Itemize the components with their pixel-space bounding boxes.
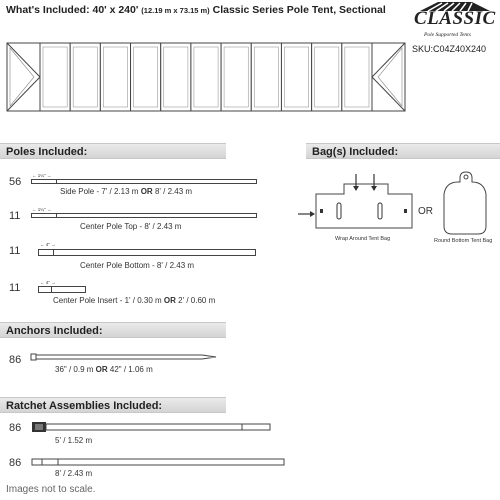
anchor-qty: 86 — [9, 354, 22, 366]
footer-note: Images not to scale. — [6, 484, 96, 495]
center-pole-insert-end — [38, 286, 52, 293]
ratchet-5ft-qty: 86 — [9, 422, 22, 434]
ratchet-8ft-label: 8' / 2.43 m — [55, 469, 93, 478]
anchors-section-header: Anchors Included: — [0, 322, 226, 338]
center-pole-bottom-label: Center Pole Bottom - 8' / 2.43 m — [80, 261, 195, 270]
tent-section — [131, 43, 161, 111]
center-pole-insert-label-or: OR — [163, 296, 176, 305]
center-pole-bottom-diameter: ← 4" → — [40, 242, 56, 247]
center-pole-bottom-qty: 11 — [9, 245, 21, 257]
side-pole-end — [31, 179, 57, 184]
tent-top-view-diagram — [4, 40, 408, 114]
side-pole-label-a: Side Pole - 7' / 2.13 m — [60, 187, 139, 196]
tent-section — [70, 43, 100, 111]
side-pole-label — [60, 187, 192, 196]
page-title — [6, 4, 386, 16]
tent-section — [342, 43, 372, 111]
tent-end-left — [7, 43, 40, 111]
tent-section — [281, 43, 311, 111]
ratchet-8ft-image — [30, 456, 286, 468]
logo-word: CLASSIC — [414, 8, 496, 29]
center-pole-top-diameter: ← 1¼" → — [32, 207, 52, 212]
bags-section-header: Bag(s) Included: — [306, 143, 500, 159]
wrap-around-tent-bag-image — [296, 172, 416, 244]
side-pole-label-b: 8' / 2.43 m — [154, 187, 193, 196]
center-pole-top-end — [31, 213, 57, 218]
center-pole-top-image — [31, 213, 257, 218]
tent-section — [251, 43, 281, 111]
tent-section — [100, 43, 130, 111]
center-pole-top-label: Center Pole Top - 8' / 2.43 m — [80, 222, 182, 231]
anchor-label-or: OR — [95, 365, 108, 374]
logo-tagline: Pole Supported Tents — [424, 32, 471, 38]
poles-section-header: Poles Included: — [0, 143, 226, 159]
anchor-label-a: 36" / 0.9 m — [55, 365, 94, 374]
tent-section — [221, 43, 251, 111]
center-pole-bottom-image — [38, 249, 256, 256]
round-bag-caption: Round Bottom Tent Bag — [434, 238, 493, 244]
center-pole-insert-diameter: ← 4" → — [40, 280, 56, 285]
side-pole-qty: 56 — [9, 176, 22, 188]
side-pole-diameter: ← 1¼" → — [32, 173, 52, 178]
tent-end-right — [372, 43, 405, 111]
center-pole-insert-label — [53, 296, 215, 305]
ratchet-5ft-label: 5' / 1.52 m — [55, 436, 93, 445]
center-pole-bottom-end — [38, 249, 54, 256]
sku-label: SKU:C04Z40X240 — [412, 44, 487, 54]
ratchet-8ft-qty: 86 — [9, 457, 22, 469]
anchor-label-b: 42" / 1.06 m — [109, 365, 153, 374]
tent-section — [161, 43, 191, 111]
ratchet-5ft-image — [30, 420, 272, 434]
tent-section — [312, 43, 342, 111]
round-bottom-tent-bag-image — [440, 168, 490, 238]
title-main: What's Included: 40' x 240' — [6, 4, 139, 16]
wrap-bag-caption: Wrap Around Tent Bag — [335, 236, 391, 242]
center-pole-insert-qty: 11 — [9, 282, 21, 294]
side-pole-image — [31, 179, 257, 184]
title-series: Classic Series Pole Tent, Sectional — [212, 4, 386, 16]
center-pole-insert-label-b: 2' / 0.60 m — [178, 296, 216, 305]
anchor-label — [55, 365, 153, 374]
anchor-stake-image — [30, 351, 220, 363]
bag-or-text: OR — [418, 206, 433, 217]
title-metric: (12.19 m x 73.15 m) — [141, 6, 210, 15]
tent-section — [40, 43, 70, 111]
center-pole-top-qty: 11 — [9, 210, 21, 222]
side-pole-label-or: OR — [140, 187, 153, 196]
center-pole-insert-label-a: Center Pole Insert - 1' / 0.30 m — [53, 296, 162, 305]
ratchets-section-header: Ratchet Assemblies Included: — [0, 397, 226, 413]
tent-section — [191, 43, 221, 111]
